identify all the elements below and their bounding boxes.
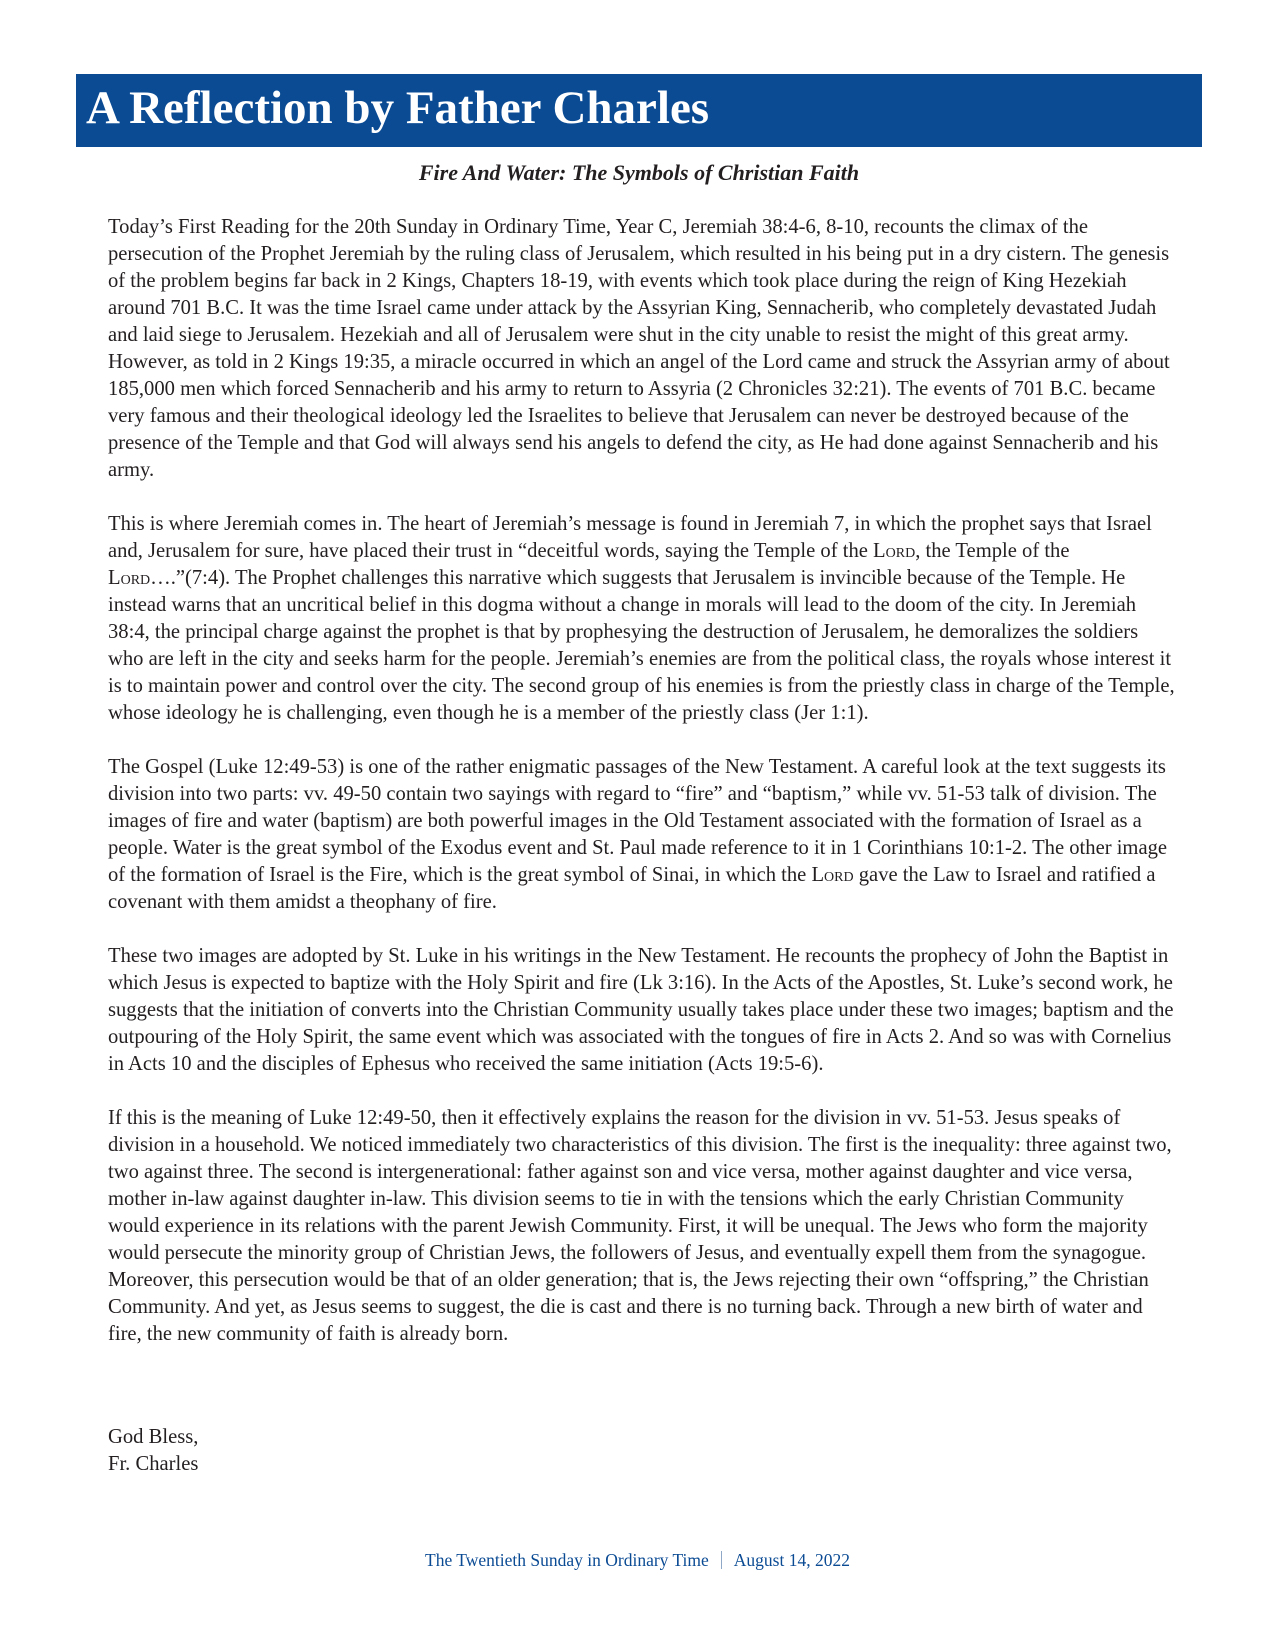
page-title: A Reflection by Father Charles [86,82,710,134]
paragraph-2 [108,511,1176,727]
paragraph-3-text [108,756,1167,913]
footer-occasion: The Twentieth Sunday in Ordinary Time [425,1550,709,1570]
paragraph-2-part-3: ….”(7:4). The Prophet challenges this narrative which suggests that Jerusalem is invincible because of the Temple. He instead warns that an uncritical belief in this dogma without a change in morals will lead to the doom of the city. In Jeremiah 38:4, the principal charge against the prophet is that by prophesying the destruction of Jerusalem, he demoralizes the soldiers who are left in the city and seeks harm for the people. Jeremiah’s enemies are from the political class, the royals whose interest it is to maintain power and control over the city. The second group of his enemies is from the priestly class in charge of the Temple, whose ideology he is challenging, even though he is a member of the priestly class (Jer 1:1). [108,567,1175,724]
closing-blessing: God Bless, [108,1426,199,1448]
paragraph-1: Today’s First Reading for the 20th Sunday in Ordinary Time, Year C, Jeremiah 38:4-6, 8-10, recounts the climax of the persecution of the Prophet Jeremiah by the ruling class of Jerusalem, which resulted in his being put in a dry cistern. The genesis of the problem begins far back in 2 Kings, Chapters 18-19, with events which took place during the reign of King Hezekiah around 701 B.C. It was the time Israel came under attack by the Assyrian King, Sennacherib, who completely devastated Judah and laid siege to Jerusalem. Hezekiah and all of Jerusalem were shut in the city unable to resist the might of this great army. However, as told in 2 Kings 19:35, a miracle occurred in which an angel of the Lord came and struck the Assyrian army of about 185,000 men which forced Sennacherib and his army to return to Assyria (2 Chronicles 32:21). The events of 701 B.C. became very famous and their theological ideology led the Israelites to believe that Jerusalem can never be destroyed because of the presence of the Temple and that God will always send his angels to defend the city, as He had done against Sennacherib and his army. [108,216,1170,481]
lord-small-caps: Lord [873,540,916,562]
header-banner [76,74,1202,147]
paragraph-5: If this is the meaning of Luke 12:49-50, then it effectively explains the reason for the division in vv. 51-53. Jesus speaks of division in a household. We noticed immediately two characteristics of this division. The first is the inequality: three against two, two against three. The second is intergenerational: father against son and vice versa, mother against daughter and vice versa, mother in-law against daughter in-law. This division seems to tie in with the tensions which the early Christian Community would experience in its relations with the parent Jewish Community. First, it will be unequal. The Jews who form the majority would persecute the minority group of Christian Jews, the followers of Jesus, and eventually expell them from the synagogue. Moreover, this persecution would be that of an older generation; that is, the Jews rejecting their own “offspring,” the Christian Community. And yet, as Jesus seems to suggest, the die is cast and there is no turning back. Through a new birth of water and fire, the new community of faith is already born. [108,1107,1172,1345]
closing-signature [108,1424,198,1478]
author-signature: Fr. Charles [108,1453,199,1475]
article-body [108,214,1176,1375]
paragraph-3 [108,754,1176,916]
paragraph-2-part-2: , the Temple of the [915,540,1070,562]
paragraph-3-part-2: gave the Law to Israel and ratified a covenant with them amidst a theophany of fire. [108,864,1156,913]
lord-small-caps: Lord [811,864,854,886]
paragraph-2-part-1: This is where Jeremiah comes in. The heart of Jeremiah’s message is found in Jeremiah 7, in which the prophet says that Israel and, Jerusalem for sure, have placed their trust in “deceitful words, saying the Temple of the [108,513,1152,562]
paragraph-4: These two images are adopted by St. Luke in his writings in the New Testament. He recounts the prophecy of John the Baptist in which Jesus is expected to baptize with the Holy Spirit and fire (Lk 3:16). In the Acts of the Apostles, St. Luke’s second work, he suggests that the initiation of converts into the Christian Community usually takes place under these two images; baptism and the outpouring of the Holy Spirit, the same event which was associated with the tongues of fire in Acts 2. And so was with Cornelius in Acts 10 and the disciples of Ephesus who received the same initiation (Acts 19:5-6). [108,945,1174,1075]
page-footer [0,1548,1275,1572]
footer-divider [721,1551,722,1569]
paragraph-3-part-1: The Gospel (Luke 12:49-53) is one of the rather enigmatic passages of the New Testament. A careful look at the text suggests its division into two parts: vv. 49-50 contain two sayings with regard to “fire” and “baptism,” while vv. 51-53 talk of division. The images of fire and water (baptism) are both powerful images in the Old Testament associated with the formation of Israel as a people. Water is the great symbol of the Exodus event and St. Paul made reference to it in 1 Corinthians 10:1-2. The other image of the formation of Israel is the Fire, which is the great symbol of Sinai, in which the [108,756,1168,886]
footer-date: August 14, 2022 [733,1550,850,1570]
article-subtitle: Fire And Water: The Symbols of Christian Faith [418,160,860,185]
lord-small-caps: Lord [108,567,151,589]
